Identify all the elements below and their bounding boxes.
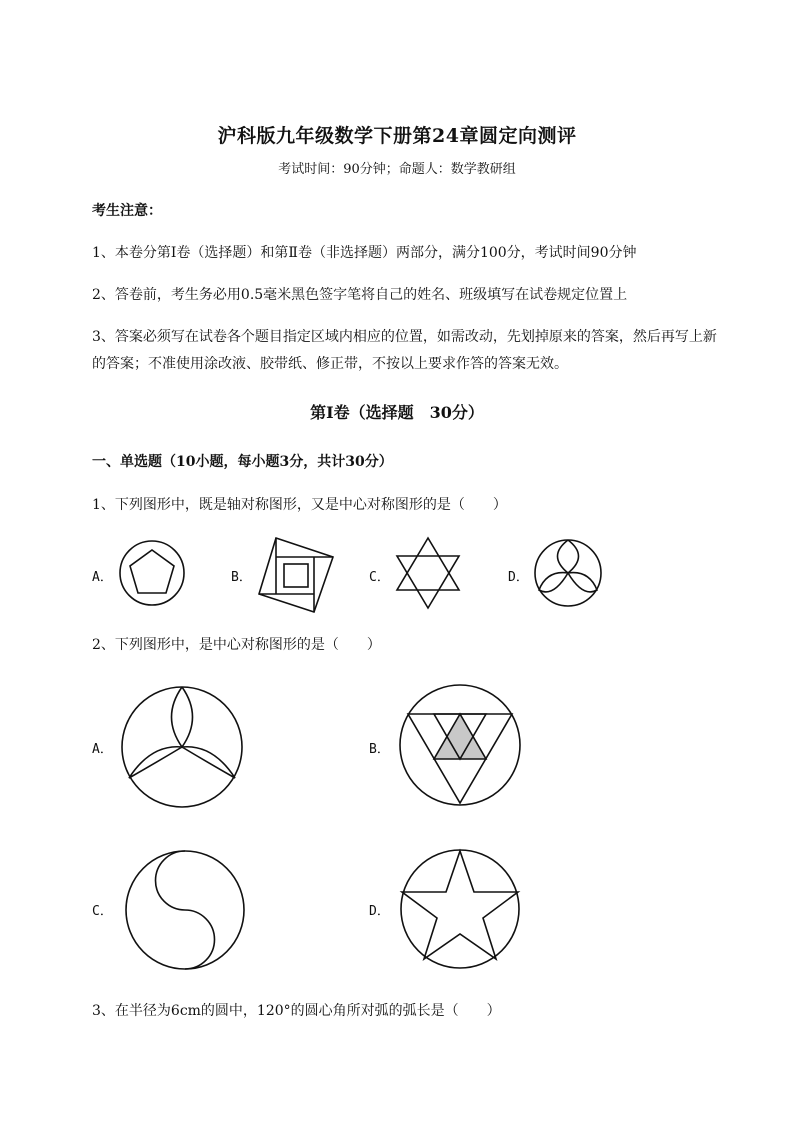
q1-a-pentagon-in-circle-figure <box>118 539 186 607</box>
notice-item-3: 3、答案必须写在试卷各个题目指定区域内相应的位置，如需改动，先划掉原来的答案，然后再写上新 <box>92 329 717 345</box>
question-3-text: 3、在半径为6cm的圆中，120°的圆心角所对弧的弧长是（ ） <box>92 1003 501 1019</box>
q2-d-star-in-circle-figure <box>399 847 521 971</box>
section-title: 第I卷（选择题 30分） <box>310 403 484 422</box>
notice-item-1: 1、本卷分第I卷（选择题）和第Ⅱ卷（非选择题）两部分，满分100分，考试时间90分钟 <box>92 245 637 261</box>
q1-option-c-label: C． <box>369 570 390 585</box>
q2-option-a-label: A． <box>92 742 113 757</box>
q2-c-s-curve-circle-figure <box>125 849 245 971</box>
q1-b-square-pinwheel-figure <box>257 536 335 614</box>
notice-item-3-cont: 的答案；不准使用涂改液、胶带纸、修正带，不按以上要求作答的答案无效。 <box>92 356 568 372</box>
question-2-text: 2、下列图形中，是中心对称图形的是（ ） <box>92 637 381 653</box>
q1-c-hexagram-figure <box>393 537 463 609</box>
part-heading: 一、单选题（10小题，每小题3分，共计30分） <box>92 454 393 470</box>
q2-a-trefoil-circle-figure <box>121 684 243 810</box>
q2-option-c-label: C． <box>92 904 113 919</box>
q1-option-d-label: D． <box>508 570 529 585</box>
exam-subtitle: 考试时间：90分钟；命题人：数学教研组 <box>278 162 516 177</box>
q1-d-trefoil-circle-figure <box>533 538 603 608</box>
q1-option-b-label: B． <box>231 570 252 585</box>
q2-option-d-label: D． <box>369 904 390 919</box>
notice-item-2: 2、答卷前，考生务必用0.5毫米黑色签字笔将自己的姓名、班级填写在试卷规定位置上 <box>92 287 628 303</box>
notice-heading: 考生注意： <box>92 203 162 219</box>
question-1-text: 1、下列图形中，既是轴对称图形，又是中心对称图形的是（ ） <box>92 497 507 513</box>
q2-b-triangles-in-circle-figure <box>398 683 522 807</box>
q2-option-b-label: B． <box>369 742 390 757</box>
exam-title: 沪科版九年级数学下册第24章圆定向测评 <box>217 125 577 147</box>
q1-option-a-label: A． <box>92 570 113 585</box>
